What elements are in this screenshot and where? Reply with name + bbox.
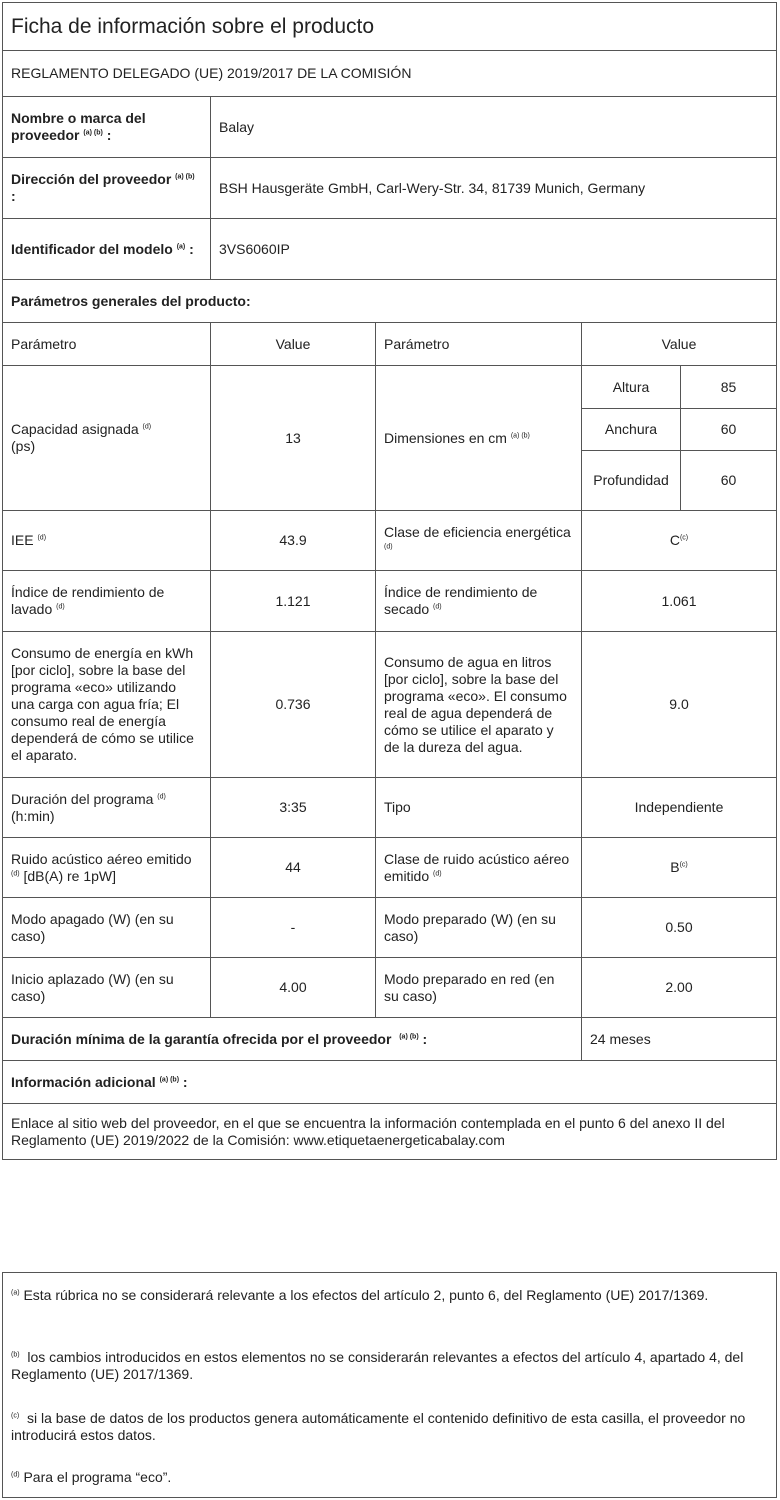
eei-value: 43.9 — [210, 511, 375, 570]
power-row-1 — [3, 898, 776, 958]
model-row — [3, 219, 776, 280]
wash-label: Índice de rendimiento de lavado $^{(d)}$ — [11, 584, 165, 617]
noise-class-label: Clase de ruido acústico aéreo emitido $^{(d)}$ — [375, 838, 581, 897]
depth-value: 60 — [680, 451, 776, 510]
height-value: 85 — [680, 366, 776, 408]
footnote-b: $^{(b)}$ los cambios introducidos en estos elementos no se considerarán relevantes a efectos del artículo 4, apartado 4, del Reglamento (UE) 2017/1369. — [11, 1349, 744, 1382]
type-label: Tipo — [375, 778, 581, 837]
title-row — [3, 3, 776, 51]
width-value: 60 — [680, 409, 776, 450]
energy-consumption-value: 0.736 — [210, 632, 375, 777]
duration-value: 3:35 — [210, 778, 375, 837]
energy-class-label: Clase de eficiencia energética $^{(d)}$ — [375, 511, 581, 570]
width-label: Anchura — [604, 421, 658, 437]
noise-row — [3, 838, 776, 898]
warranty-row — [3, 1018, 776, 1061]
noise-label: Ruido acústico aéreo emitido $^{(d)}$ [dB(A) re 1pW] — [11, 850, 192, 884]
dimensions-subtable — [581, 366, 776, 510]
capacity-value: 13 — [210, 366, 375, 510]
capacity-label: Capacidad asignada $^{(d)}$ (ps) — [11, 421, 152, 454]
regulation-text: REGLAMENTO DELEGADO (UE) 2019/2017 DE LA COMISIÓN — [11, 65, 412, 81]
col-param-1: Parámetro — [11, 335, 77, 352]
duration-label: Duración del programa $^{(d)}$ (h:min) — [11, 790, 166, 824]
supplier-name-value: Balay — [210, 97, 776, 157]
width-row — [582, 409, 776, 451]
network-standby-label: Modo preparado en red (en su caso) — [375, 958, 581, 1017]
off-mode-value: - — [210, 898, 375, 957]
noise-value: 44 — [210, 838, 375, 897]
duration-row — [3, 778, 776, 838]
depth-row — [582, 451, 776, 510]
eei-row — [3, 511, 776, 571]
footnote-a: $^{(a)}$ Esta rúbrica no se considerará relevante a los efectos del artículo 2, punto 6, del Reglamento (UE) 2017/1369. — [11, 1287, 709, 1303]
dry-value: 1.061 — [581, 571, 776, 631]
capacity-row — [3, 366, 776, 511]
additional-info-label: Información adicional $^{(a) (b)}$ : — [11, 1073, 188, 1090]
supplier-address-value: BSH Hausgeräte GmbH, Carl-Wery-Str. 34, 81739 Munich, Germany — [210, 158, 776, 218]
water-consumption-label: Consumo de agua en litros [por ciclo], sobre la base del programa «eco». El consumo real de agua dependerá de cómo se utilice el aparato y de la dureza del agua. — [375, 632, 581, 777]
supplier-name-label: Nombre o marca del proveedor $^{(a) (b)}$ : — [11, 110, 146, 143]
footnotes-box — [2, 1272, 777, 1498]
supplier-name-row — [3, 97, 776, 158]
depth-label: Profundidad — [593, 472, 669, 488]
delay-start-label: Inicio aplazado (W) (en su caso) — [11, 970, 174, 1004]
dry-label: Índice de rendimiento de secado $^{(d)}$ — [375, 571, 581, 631]
params-section-row — [3, 280, 776, 323]
footnote-c: $^{(c)}$ si la base de datos de los productos genera automáticamente el contenido definitivo de esta casilla, el proveedor no introducirá estos datos. — [11, 1410, 746, 1443]
power-row-2 — [3, 958, 776, 1018]
additional-info-text-row — [3, 1104, 776, 1159]
params-header-row — [3, 323, 776, 366]
regulation-row — [3, 51, 776, 97]
standby-value: 0.50 — [581, 898, 776, 957]
supplier-address-row — [3, 158, 776, 219]
water-consumption-value: 9.0 — [581, 632, 776, 777]
off-mode-label: Modo apagado (W) (en su caso) — [11, 910, 174, 944]
col-param-2: Parámetro — [375, 323, 581, 365]
eei-label: IEE $^{(d)}$ — [11, 532, 47, 548]
supplier-address-label: Dirección del proveedor $^{(a) (b)}$ : — [11, 171, 195, 204]
product-information-sheet — [2, 2, 777, 1160]
performance-row — [3, 571, 776, 632]
col-value-1: Value — [210, 323, 375, 365]
dimensions-label: Dimensiones en cm $^{(a) (b)}$ — [375, 366, 581, 510]
model-label: Identificador del modelo $^{(a)}$ : — [11, 240, 194, 257]
col-value-2: Value — [581, 323, 776, 365]
wash-value: 1.121 — [210, 571, 375, 631]
page-title: Ficha de información sobre el producto — [11, 15, 375, 38]
height-row — [582, 366, 776, 409]
delay-start-value: 4.00 — [210, 958, 375, 1017]
model-value: 3VS6060IP — [210, 219, 776, 279]
standby-label: Modo preparado (W) (en su caso) — [375, 898, 581, 957]
consumption-row — [3, 632, 776, 778]
additional-info-text: Enlace al sitio web del proveedor, en el que se encuentra la información contemplada en el punto 6 del anexo II del Reglamento (UE) 2019/2022 de la Comisión: www.etiquetaenergeticabalay.com — [11, 1114, 725, 1148]
energy-consumption-label: Consumo de energía en kWh [por ciclo], sobre la base del programa «eco» utilizando una carga con agua fría; El consumo real de energía dependerá de cómo se utilice el aparato. — [11, 645, 194, 763]
network-standby-value: 2.00 — [581, 958, 776, 1017]
params-section-title: Parámetros generales del producto: — [11, 292, 251, 309]
noise-class-value: $B^{(c)}$ — [581, 838, 776, 897]
type-value: Independiente — [581, 778, 776, 837]
energy-class-value: $C^{(c)}$ — [581, 511, 776, 570]
footnote-d: $^{(d)}$ Para el programa “eco”. — [11, 1469, 172, 1485]
warranty-label: Duración mínima de la garantía ofrecida por el proveedor $^{(a) (b)}$ : — [11, 1030, 428, 1047]
height-label: Altura — [612, 378, 650, 395]
additional-info-row — [3, 1061, 776, 1104]
warranty-value: 24 meses — [581, 1018, 776, 1060]
